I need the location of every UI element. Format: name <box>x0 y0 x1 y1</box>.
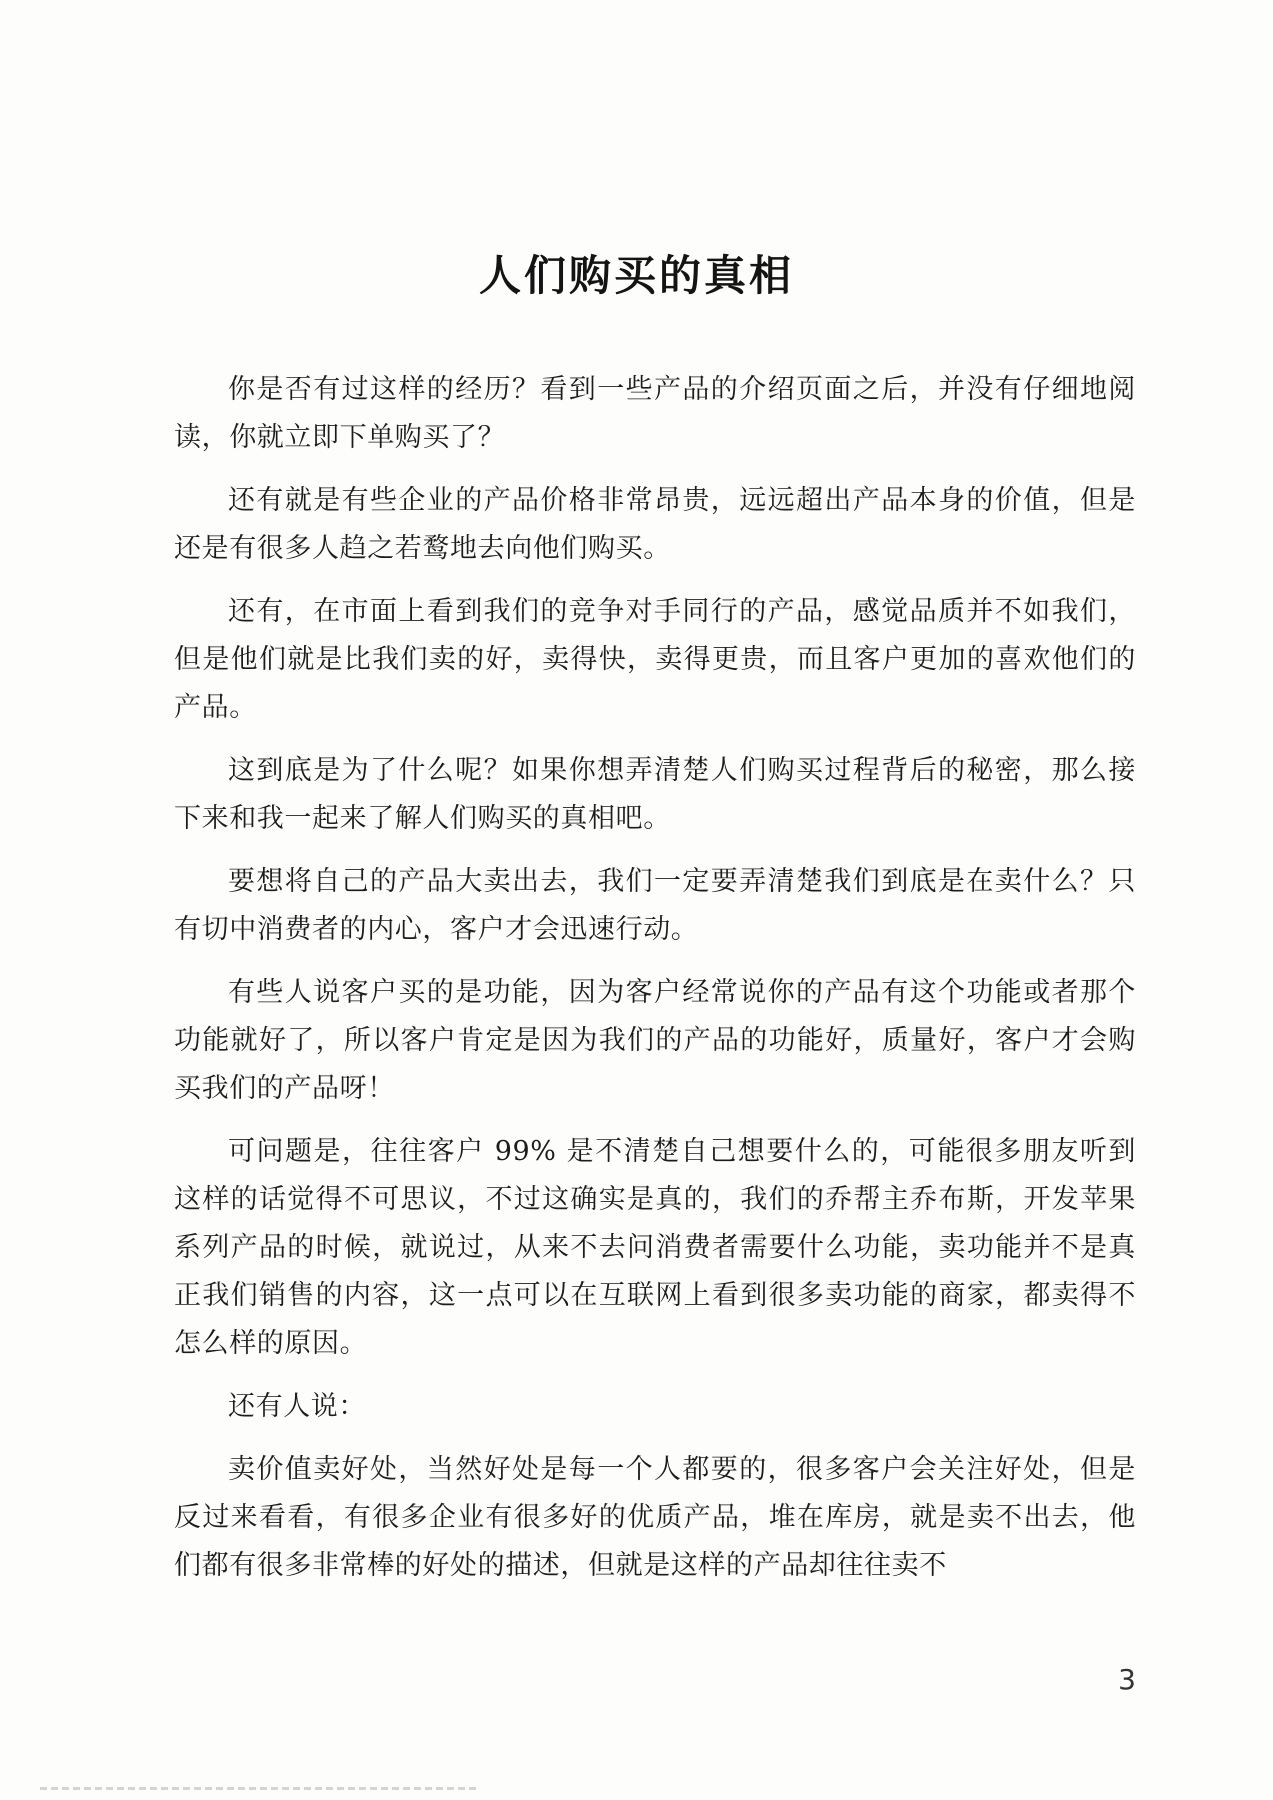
paragraph: 要想将自己的产品大卖出去，我们一定要弄清楚我们到底是在卖什么？只有切中消费者的内心，客户才会迅速行动。 <box>174 866 1136 945</box>
paragraph: 可问题是，往往客户 99% 是不清楚自己想要什么的，可能很多朋友听到这样的话觉得不可思议，不过这确实是真的，我们的乔帮主乔布斯，开发苹果系列产品的时候，就说过，从来不去问消费者需要什么功能，卖功能并不是真正我们销售的内容，这一点可以在互联网上看到很多卖功能的商家，都卖得不怎么样的原因。 <box>174 1136 1136 1359</box>
paragraph: 有些人说客户买的是功能，因为客户经常说你的产品有这个功能或者那个功能就好了，所以客户肯定是因为我们的产品的功能好，质量好，客户才会购买我们的产品呀！ <box>174 977 1136 1104</box>
paragraph: 这到底是为了什么呢？如果你想弄清楚人们购买过程背后的秘密，那么接下来和我一起来了解人们购买的真相吧。 <box>174 755 1136 834</box>
page-title: 人们购买的真相 <box>478 251 794 300</box>
body-text <box>174 366 1136 1605</box>
paragraph: 还有人说： <box>228 1391 366 1422</box>
scan-edge-artifact <box>40 1787 480 1790</box>
paragraph: 还有，在市面上看到我们的竞争对手同行的产品，感觉品质并不如我们，但是他们就是比我们卖的好，卖得快，卖得更贵，而且客户更加的喜欢他们的产品。 <box>174 596 1136 723</box>
paragraph: 还有就是有些企业的产品价格非常昂贵，远远超出产品本身的价值，但是还是有很多人趋之若鹜地去向他们购买。 <box>174 485 1136 564</box>
paragraph: 卖价值卖好处，当然好处是每一个人都要的，很多客户会关注好处，但是反过来看看，有很多企业有很多好的优质产品，堆在库房，就是卖不出去，他们都有很多非常棒的好处的描述，但就是这样的产品却往往卖不 <box>174 1454 1136 1581</box>
page-number: 3 <box>1118 1663 1136 1696</box>
paragraph: 你是否有过这样的经历？看到一些产品的介绍页面之后，并没有仔细地阅读，你就立即下单购买了？ <box>174 374 1136 453</box>
